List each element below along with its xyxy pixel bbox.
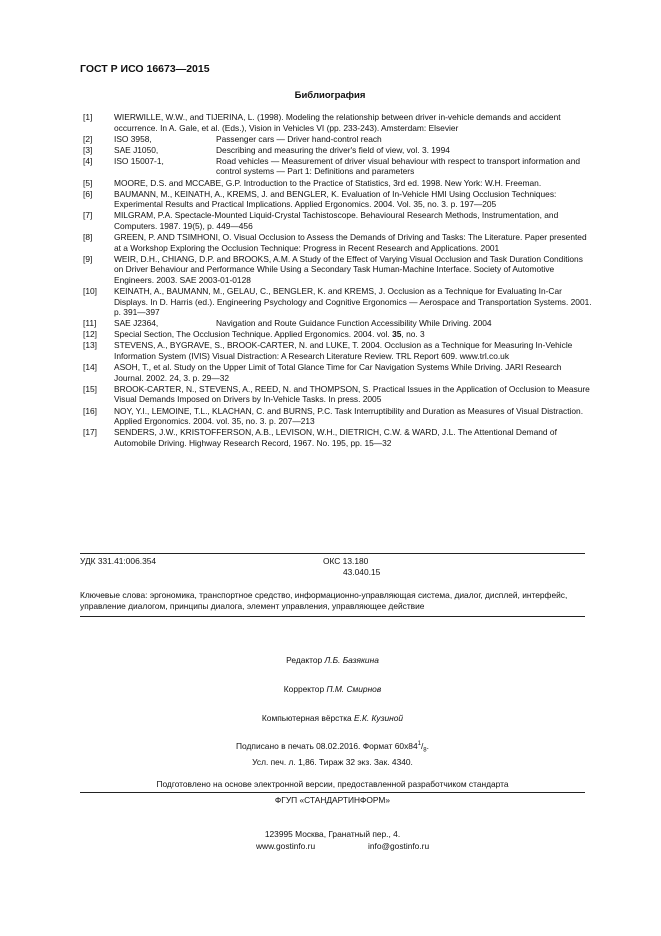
entry-code: ISO 15007-1, bbox=[114, 155, 164, 166]
entry-number: [3] bbox=[83, 144, 93, 155]
entry-number: [14] bbox=[83, 362, 97, 373]
divider-publisher bbox=[80, 792, 585, 793]
bibliography-entry bbox=[83, 232, 593, 253]
oks-code: ОКС 13.180 bbox=[323, 556, 369, 566]
divider-top bbox=[80, 553, 585, 554]
entry-text: Navigation and Route Guidance Function Accessibility While Driving. 2004 bbox=[216, 318, 492, 329]
entry-text: Passenger cars — Driver hand-control reach bbox=[216, 133, 382, 144]
bibliography-entry bbox=[83, 145, 593, 156]
entry-number: [16] bbox=[83, 405, 97, 416]
website-link[interactable]: www.gostinfo.ru bbox=[256, 841, 316, 851]
layout-label: Компьютерная вёрстка bbox=[261, 713, 352, 723]
bibliography-title: Библиография bbox=[294, 90, 366, 101]
bibliography-list bbox=[83, 112, 593, 449]
bibliography-entry bbox=[83, 427, 593, 448]
divider-keywords bbox=[80, 616, 585, 617]
entry-text: ASOH, T., et al. Study on the Upper Limit of Total Glance Time for Car Navigation Systems While Driving. JARI Research Journal. 2002. 24, 3. p. 29—32 bbox=[114, 362, 562, 383]
entry-text: MOORE, D.S. and MCCABE, G.P. Introduction to the Practice of Statistics, 3rd ed. 1998. New York: W.H. Freeman. bbox=[114, 177, 542, 188]
entry-number: [1] bbox=[83, 112, 93, 122]
entry-text: KEINATH, A., BAUMANN, M., GELAU, C., BENGLER, K. and KREMS, J. Occlusion as a Technique for Evaluating In-Car Displays. In D. Harris (ed.). Engineering Psychology and Cognitive Ergonomics — Aerospace and Transportation Systems. 2001. p. 391—397 bbox=[114, 286, 592, 318]
entry-number: [4] bbox=[83, 155, 93, 166]
entry-text: STEVENS, A., BYGRAVE, S., BROOK-CARTER, N. and LUKE, T. 2004. Occlusion as a Technique for Measuring In-Vehicle Information System (IVIS) Visual Distraction: A Research Literature Review. TRL Report 609. www.trl.co.uk bbox=[114, 340, 573, 362]
entry-text: Road vehicles — Measurement of driver visual behaviour with respect to transport information and control systems — Part 1: Definitions and parameters bbox=[216, 155, 581, 177]
entry-number: [10] bbox=[83, 286, 97, 296]
prepared-note: Подготовлено на основе электронной версии, предоставленной разработчиком стандарта bbox=[156, 779, 509, 789]
bibliography-entry bbox=[83, 318, 593, 329]
oks-code-secondary: 43.040.15 bbox=[343, 567, 381, 577]
corrector-line bbox=[80, 684, 585, 695]
entry-text: Special Section, The Occlusion Technique. Applied Ergonomics. 2004. vol. bbox=[114, 329, 393, 340]
bibliography-entry bbox=[83, 254, 593, 286]
entry-code: SAE J1050, bbox=[114, 144, 159, 155]
bibliography-entry bbox=[83, 178, 593, 189]
entry-number: [11] bbox=[83, 318, 97, 329]
editor-label: Редактор bbox=[286, 655, 323, 665]
layout-line bbox=[80, 713, 585, 724]
editor-name: Л.Б. Базякина bbox=[324, 655, 379, 665]
entry-text: WEIR, D.H., CHIANG, D.P. and BROOKS, A.M. A Study of the Effect of Varying Visual Occlusion and Task Duration Conditions on Driver Behaviour and Performance While Using a Secondary Task Human-Machine Interface. Society of Automotive Engineers. 2003. SAE 2003-01-0128 bbox=[114, 253, 583, 285]
corrector-label: Корректор bbox=[283, 684, 325, 694]
bibliography-entry bbox=[83, 189, 593, 210]
entry-number: [2] bbox=[83, 133, 93, 144]
entry-number: [6] bbox=[83, 188, 93, 199]
bibliography-entry bbox=[83, 384, 593, 405]
entry-number: [17] bbox=[83, 427, 97, 438]
bibliography-entry bbox=[83, 210, 593, 231]
entry-number: [12] bbox=[83, 329, 97, 340]
bibliography-entry bbox=[83, 340, 593, 361]
entry-text: BROOK-CARTER, N., STEVENS, A., REED, N. and THOMPSON, S. Practical Issues in the Application of Occlusion to Measure Visual Demands Imposed on Drivers by In-Vehicle Tasks. In press. 2005 bbox=[114, 383, 590, 405]
publisher-address: 123995 Москва, Гранатный пер., 4. bbox=[264, 829, 401, 839]
bibliography-entry bbox=[83, 329, 593, 340]
entry-text: NOY, Y.I., LEMOINE, T.L., KLACHAN, C. and BURNS, P.C. Task Interruptibility and Duration as Measures of Visual Distraction. Applied Ergonomics. 2004. vol. 35, no. 3. p. 207—213 bbox=[114, 405, 584, 427]
bibliography-entry bbox=[83, 406, 593, 427]
entry-number: [7] bbox=[83, 210, 93, 221]
standard-code: ГОСТ Р ИСО 16673—2015 bbox=[80, 63, 210, 75]
entry-text: Describing and measuring the driver's field of view, vol. 3. 1994 bbox=[216, 144, 450, 155]
entry-number: [13] bbox=[83, 340, 97, 351]
bibliography-entry bbox=[83, 112, 593, 133]
entry-volume: 35 bbox=[392, 329, 402, 340]
layout-name: Е.К. Кузиной bbox=[354, 713, 404, 723]
print-info: Усл. печ. л. 1,86. Тираж 32 экз. Зак. 4340. bbox=[252, 757, 413, 767]
entry-number: [8] bbox=[83, 232, 93, 243]
entry-text: GREEN, P. AND TSIMHONI, O. Visual Occlusion to Assess the Demands of Driving and Tasks: The Literature. Paper presented at a Workshop Exploring the Occlusion Technique: Progress in Recent Research and Applications. 2001 bbox=[114, 232, 587, 253]
entry-number: [5] bbox=[83, 177, 93, 188]
bibliography-entry bbox=[83, 156, 593, 177]
format-numerator: 1 bbox=[417, 741, 421, 747]
signed-line: Подписано в печать 08.02.2016. Формат $60x84^1/_8$. bbox=[236, 740, 429, 754]
signed-text: Подписано в печать 08.02.2016. Формат 60x84 bbox=[236, 740, 418, 751]
corrector-name: П.М. Смирнов bbox=[326, 684, 382, 694]
email-link[interactable]: info@gostinfo.ru bbox=[368, 841, 430, 851]
editor-line bbox=[80, 655, 585, 666]
format-denominator: 8 bbox=[423, 747, 427, 754]
entry-text: WIERWILLE, W.W., and TIJERINA, L. (1998). Modeling the relationship between driver in-vehicle demands and accident occurrence. In A. Gale, et al. (Eds.), Vision in Vehicles VI (pp. 233-243). Amsterdam: Elsevier bbox=[114, 112, 561, 133]
entry-text: SENDERS, J.W., KRISTOFFERSON, A.B., LEVISON, W.H., DIETRICH, C.W. & WARD, J.L. The Attentional Demand of Automobile Driving. Highway Research Record, 1967. No. 195, pp. 15—32 bbox=[114, 427, 557, 448]
bibliography-entry bbox=[83, 362, 593, 383]
publisher-name: ФГУП «СТАНДАРТИНФОРМ» bbox=[274, 795, 391, 805]
bibliography-entry bbox=[83, 286, 593, 318]
entry-text: MILGRAM, P.A. Spectacle-Mounted Liquid-Crystal Tachistoscope. Behavioural Research Methods, Instrumentation, and Computers. 1987. 19(5), p. 449—456 bbox=[114, 210, 559, 231]
entry-number: [15] bbox=[83, 383, 97, 394]
signed-end: . bbox=[426, 740, 429, 751]
keywords: Ключевые слова: эргономика, транспортное средство, информационно-управляющая система, диалог, дисплей, интерфейс, управление диалогом, принципы диалога, элемент управления, управляющее действие bbox=[80, 590, 568, 611]
udk-code: УДК 331.41:006.354 bbox=[80, 556, 157, 566]
bibliography-entry bbox=[83, 134, 593, 145]
entry-number: [9] bbox=[83, 253, 93, 264]
entry-code: SAE J2364, bbox=[114, 318, 159, 329]
entry-code: ISO 3958, bbox=[114, 133, 152, 144]
entry-text: BAUMANN, M., KEINATH, A., KREMS, J. and BENGLER, K. Evaluation of In-Vehicle HMI Using Occlusion Techniques: Experimental Results and Practical Implications. Applied Ergonomics. 2004. Vol. 35, no. 3. p. 197—205 bbox=[114, 188, 557, 210]
entry-text-end: , no. 3 bbox=[401, 329, 425, 340]
